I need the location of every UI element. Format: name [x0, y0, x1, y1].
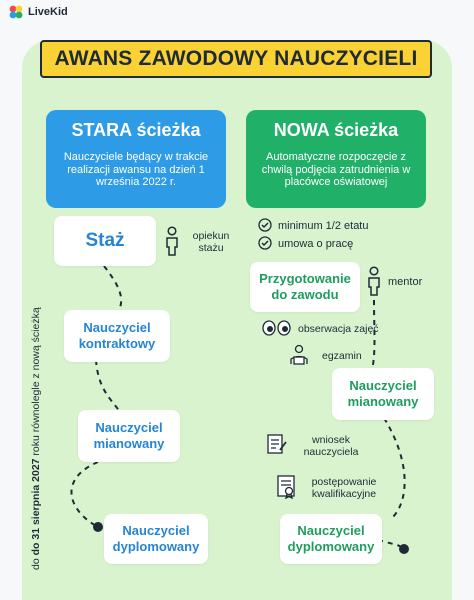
exam-icon [288, 344, 310, 371]
mentor-label: mentor [388, 276, 423, 288]
form-icon [266, 432, 288, 461]
stage-dyplomowany-old [104, 514, 208, 564]
eyes-icon [262, 320, 292, 341]
new-path-connector-1 [372, 300, 375, 370]
stage-przygotowanie-label: Przygotowanie do zawodu [259, 271, 351, 302]
side-note [30, 307, 42, 570]
side-note-date: do 31 sierpnia 2027 [30, 458, 42, 556]
stage-dyplomowany-old-label: Nauczyciel dyplomowany [112, 523, 200, 554]
check-icon [258, 236, 272, 255]
old-path-heading: STARA ścieżka [71, 120, 201, 140]
side-note-prefix: do [30, 555, 42, 570]
new-path-end-dot [399, 544, 409, 554]
stage-mianowany-old [78, 410, 180, 462]
old-path-connector-3 [71, 462, 98, 526]
brand-name: LiveKid [28, 6, 68, 18]
stage-staz-label: Staż [85, 230, 125, 251]
requirement-etat: minimum 1/2 etatu [278, 220, 369, 232]
stage-staz [54, 216, 156, 266]
person-icon [164, 226, 180, 261]
old-path-description: Nauczyciele będący w trakcie realizacji awansu na dzień 1 września 2022 r. [63, 151, 209, 188]
side-note-text: roku równolegle z nową ścieżką [30, 307, 42, 459]
new-path-description: Automatyczne rozpoczęcie z chwilą podjęcia zatrudnienia w placówce oświatowej [261, 151, 411, 188]
exam-label: egzamin [322, 350, 362, 362]
stage-kontraktowy-label: Nauczyciel kontraktowy [78, 320, 156, 351]
application-label: wniosek nauczyciela [303, 434, 359, 458]
check-icon [258, 218, 272, 237]
procedure-label: postępowanie kwalifikacyjne [311, 476, 377, 500]
stage-mianowany-new-label: Nauczyciel mianowany [347, 378, 419, 409]
stage-dyplomowany-new-label: Nauczyciel dyplomowany [287, 523, 375, 554]
stage-kontraktowy [64, 310, 170, 362]
observation-label: obserwacja zajęć [298, 323, 379, 335]
certificate-icon [276, 474, 298, 505]
stage-dyplomowany-new [280, 514, 382, 564]
new-path-connector-2 [384, 418, 405, 518]
requirement-umowa: umowa o pracę [278, 238, 354, 250]
stage-mianowany-old-label: Nauczyciel mianowany [93, 420, 165, 451]
stage-mianowany-new [332, 368, 434, 420]
page-title: AWANS ZAWODOWY NAUCZYCIELI [40, 40, 432, 78]
mentor-label-old: opiekun stażu [192, 230, 230, 254]
new-path-heading: NOWA ścieżka [273, 120, 399, 140]
stage-przygotowanie [250, 262, 360, 312]
old-path-connector-1 [104, 266, 121, 312]
old-path-end-dot [93, 522, 103, 532]
old-path-connector-2 [96, 360, 120, 412]
person-icon [366, 266, 382, 301]
